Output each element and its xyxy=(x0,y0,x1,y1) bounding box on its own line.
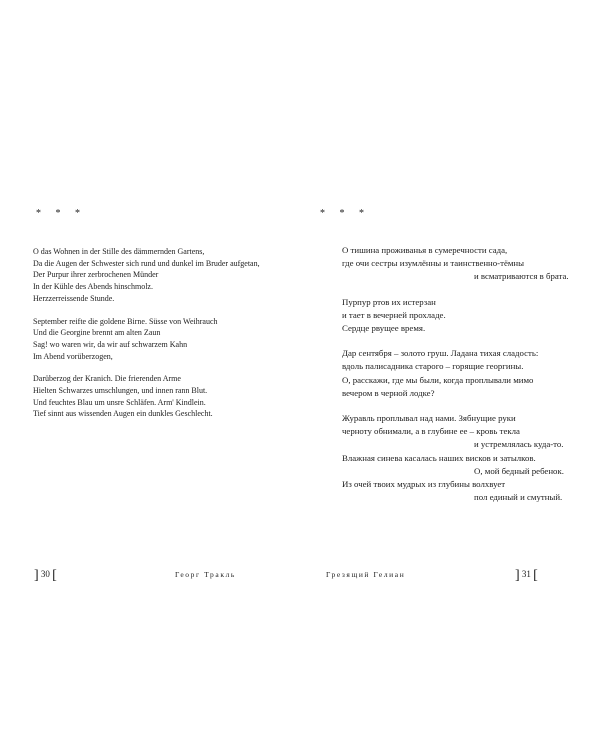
poem-line: In der Kühle des Abends hinschmolz. xyxy=(33,282,153,292)
running-head xyxy=(175,568,236,581)
poem-line: где очи сестры изумлённы и таинственно-тёмны xyxy=(342,258,525,269)
page-number: 31 xyxy=(521,569,531,579)
stanza xyxy=(342,296,592,336)
poem-line: Влажная синева касалась наших висков и затылков. xyxy=(342,452,536,463)
poem-line: и тает в вечерней прохладе. xyxy=(342,309,446,320)
poem-line: черноту обнимали, а в глубине ее – кровь текла xyxy=(342,426,520,437)
poem-line: Darüberzog der Kranich. Die frierenden Arme xyxy=(33,374,181,384)
right-page xyxy=(300,0,600,750)
stanza xyxy=(342,412,592,504)
poem-line: Из очей твоих мудрых из глубины волхвует xyxy=(342,479,506,490)
stanza xyxy=(33,373,298,420)
stanza xyxy=(342,244,592,284)
stanza xyxy=(33,246,298,305)
poem-line: Дар сентября – золото груш. Ладана тихая сладость: xyxy=(342,348,539,359)
section-ornament: * * * xyxy=(320,208,370,219)
running-head-text: Грезящий Гелиан xyxy=(326,570,406,579)
poem-line: Herzzerreissende Stunde. xyxy=(33,293,115,303)
poem-line: Sag! wo waren wir, da wir auf schwarzem Kahn xyxy=(33,339,188,349)
stanza xyxy=(33,316,298,363)
poem-line: вечером в черной лодке? xyxy=(342,387,435,398)
poem-line: Da die Augen der Schwester sich rund und dunkel im Bruder aufgetan, xyxy=(33,258,260,268)
poem-line: Пурпур ртов их истерзан xyxy=(342,296,436,307)
poem-line: Im Abend vorüberzogen, xyxy=(33,351,113,361)
poem-line: пол единый и смутный. xyxy=(474,492,563,503)
poem-line: и устремлялась куда-то. xyxy=(474,439,564,450)
poem-line: вдоль палисадника старого – горящие георгины. xyxy=(342,361,524,372)
russian-poem xyxy=(342,244,592,516)
right-folio: ] 31 [ xyxy=(515,568,538,583)
poem-line: Der Purpur ihrer zerbrochenen Münder xyxy=(33,270,159,280)
poem-line: О тишина проживанья в сумеречности сада, xyxy=(342,245,508,255)
poem-line: O das Wohnen in der Stille des dämmernden Gartens, xyxy=(33,247,205,256)
poem-line: Und feuchtes Blau um unsre Schläfen. Arm' Kindlein. xyxy=(33,397,206,407)
poem-line: September reifte die goldene Birne. Süsse von Weihrauch xyxy=(33,316,218,326)
stanza xyxy=(342,347,592,400)
poem-line: О, расскажи, где мы были, когда проплывали мимо xyxy=(342,374,534,385)
poem-line: Сердце рвущее время. xyxy=(342,323,426,334)
poem-line: Und die Georgine brennt am alten Zaun xyxy=(33,328,161,338)
poem-line: и всматриваются в брата. xyxy=(474,271,569,282)
german-poem xyxy=(33,246,298,431)
poem-line: Hielten Schwarzes umschlungen, und innen rann Blut. xyxy=(33,386,208,396)
section-ornament: * * * xyxy=(36,208,86,219)
left-folio: ] 30 [ xyxy=(34,568,57,583)
running-head xyxy=(326,568,405,581)
poem-line: Журавль проплывал над нами. Зябнущие руки xyxy=(342,413,516,424)
poem-line: О, мой бедный ребенок. xyxy=(474,465,564,476)
running-head-text: Георг Тракль xyxy=(175,570,236,579)
page-number: 30 xyxy=(40,569,50,579)
poem-line: Tief sinnt aus wissenden Augen ein dunkles Geschlecht. xyxy=(33,409,213,419)
